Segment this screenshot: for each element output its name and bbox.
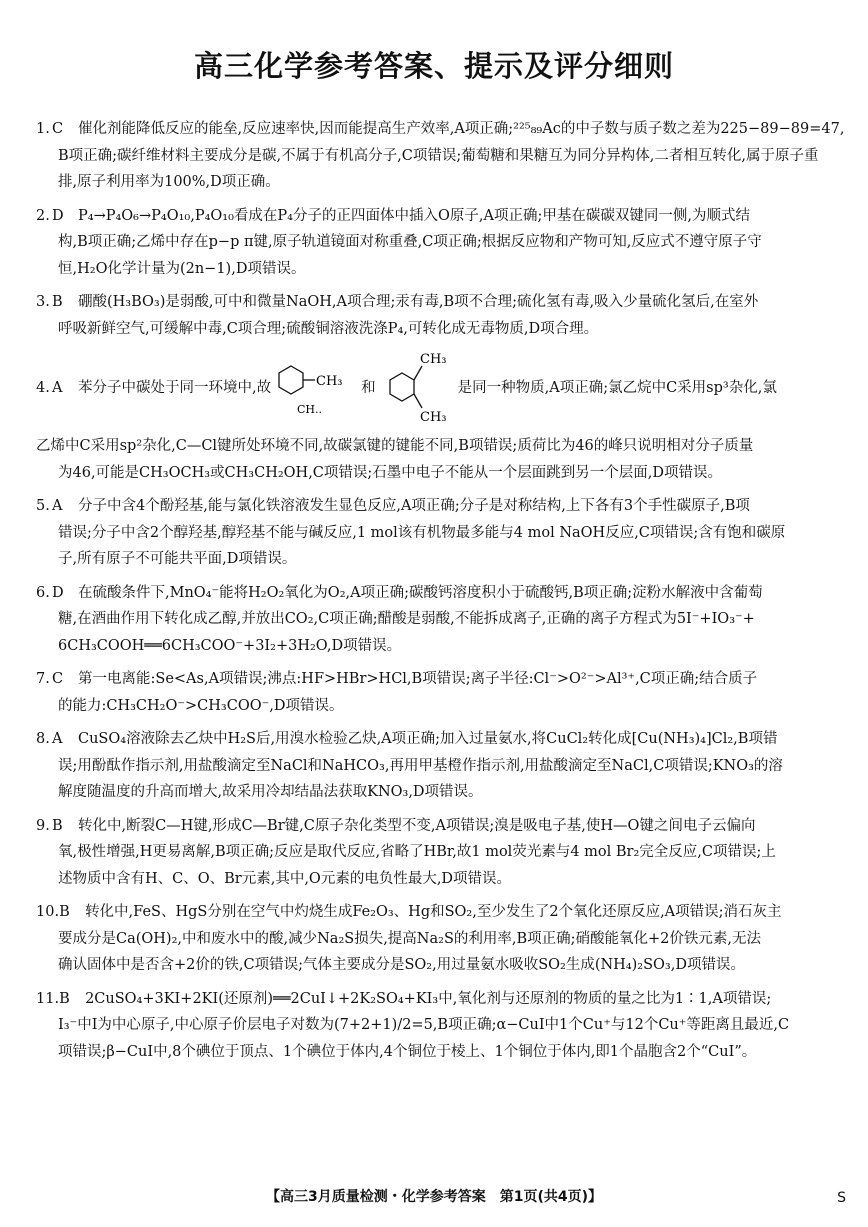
item-line: 糖,在酒曲作用下转化成乙醇,并放出CO₂,C项正确;醋酸是弱酸,不能拆成离子,正确的离子方程式为5I⁻+IO₃⁻+ [58,611,755,627]
item-line: 2CuSO₄+3KI+2KI(还原剂)══2CuI↓+2K₂SO₄+KI₃中,氧化剂与还原剂的物质的量之比为1∶1,A项错误; [85,990,772,1007]
item-line: I₃⁻中I为中心原子,中心原子价层电子对数为(7+2+1)/2=5,B项正确;α−CuI中1个Cu⁺与12个Cu⁺等距离且最近,C [58,1017,790,1033]
item-line: 氧,极性增强,H更易离解,B项正确;反应是取代反应,省略了HBr,故1 mol荧光素与4 mol Br₂完全反应,C项错误;上 [58,844,776,860]
benzene-ring [390,373,414,401]
answer-item-6 [36,580,846,660]
item-line: CuSO₄溶液除去乙炔中H₂S后,用溴水检验乙炔,A项正确;加入过量氨水,将CuCl₂转化成[Cu(NH₃)₄]Cl₂,B项错 [78,731,778,747]
item-answer: A [52,379,63,396]
item-line: 转化中,断裂C—H键,形成C—Br键,C原子杂化类型不变,A项错误;溴是吸电子基,使H—O键之间电子云偏向 [78,817,756,834]
item-answer: B [52,294,63,310]
item-mid-text: 和 [361,379,376,396]
item-line: 6CH₃COOH══6CH₃COO⁻+3I₂+3H₂O,D项错误。 [58,637,402,654]
item-number: 3. [36,294,50,310]
item-line: 的能力:CH₃CH₂O⁻>CH₃COO⁻,D项错误。 [58,697,344,714]
item-number: 11. [36,990,60,1007]
item-line: 恒,H₂O化学计量为(2n−1),D项错误。 [58,260,306,277]
xylene-structure [380,349,458,427]
answer-item-8 [36,726,846,806]
item-line: 解度随温度的升高而增大,故采用冷却结晶法获取KNO₃,D项错误。 [58,784,483,800]
item-line: B项正确;碳纤维材料主要成分是碳,不属于有机高分子,C项错误;葡萄糖和果糖互为同分异构体,二者相互转化,属于原子重 [58,147,819,164]
item-line: 呼吸新鲜空气,可缓解中毒,C项合理;硫酸铜溶液洗涤P₄,可转化成无毒物质,D项合理。 [58,320,599,337]
ch3-label: CH₃ [419,352,447,367]
item-answer: A [52,498,63,514]
item-answer: A [52,731,63,747]
item-line: 第一电离能:Se<As,A项错误;沸点:HF>HBr>HCl,B项错误;离子半径:Cl⁻>O²⁻>Al³⁺,C项正确;结合质子 [78,671,758,687]
item-number: 1. [36,121,50,137]
answer-item-11 [36,986,846,1066]
item-answer: D [52,584,64,601]
answer-item-9 [36,813,846,893]
item-number: 2. [36,207,50,224]
item-lead-text: 苯分子中碳处于同一环境中,故 [78,379,272,396]
item-number: 10. [36,904,60,920]
item-number: 8. [36,731,50,747]
item-answer: C [52,671,64,687]
item-answer: B [59,990,70,1007]
item-number: 5. [36,498,50,514]
item-line: 错误;分子中含2个醇羟基,醇羟基不能与碱反应,1 mol该有机物最多能与4 mol NaOH反应,C项错误;含有饱和碳原 [58,524,786,541]
item-number: 7. [36,671,50,687]
answer-item-1 [36,116,846,196]
bond-line [414,394,422,408]
corner-mark: S [837,1190,846,1206]
page-title: 高三化学参考答案、提示及评分细则 [193,49,674,83]
item-line: 确认固体中是否含+2价的铁,C项错误;气体主要成分是SO₂,用过量氨水吸收SO₂生成(NH₄)₂SO₃,D项错误。 [58,957,745,973]
item-answer: D [52,207,64,224]
item-line: P₄→P₄O₆→P₄O₁₀,P₄O₁₀看成在P₄分子的正四面体中插入O原子,A项正确;甲基在碳碳双键同一侧,为顺式结 [78,207,750,224]
item-line: 子,所有原子不可能共平面,D项错误。 [58,551,297,567]
benzene-ring [279,366,303,394]
answer-item-7 [36,666,846,719]
ch-label: CH.. [297,403,323,416]
item-answer: B [59,904,70,920]
answer-item-10 [36,899,846,979]
item-number: 9. [36,817,50,834]
bond-line [414,366,422,380]
ch3-label: CH₃ [419,410,447,425]
item-line: 为46,可能是CH₃OCH₃或CH₃CH₂OH,C项错误;石墨中电子不能从一个层面跳到另一个层面,D项错误。 [58,464,723,481]
answer-item-4 [36,349,846,486]
toluene-structure [271,358,359,418]
item-line: 误;用酚酞作指示剂,用盐酸滴定至NaCl和NaHCO₃,再用甲基橙作指示剂,用盐酸滴定至NaCl,C项错误;KNO₃的溶 [58,757,783,774]
item-answer: C [52,121,64,137]
answer-item-2 [36,203,846,283]
item-line: 排,原子利用率为100%,D项正确。 [58,174,280,190]
answer-item-5 [36,493,846,573]
ch3-label: CH₃ [316,374,343,389]
item-number: 6. [36,584,50,601]
item-line: 乙烯中C采用sp²杂化,C—Cl键所处环境不同,故碳氯键的键能不同,B项错误;质荷比为46的峰只说明相对分子质量 [36,438,754,454]
item-line: 要成分是Ca(OH)₂,中和废水中的酸,减少Na₂S损失,提高Na₂S的利用率,B项正确;硝酸能氧化+2价铁元素,无法 [58,930,762,947]
item-line: 构,B项正确;乙烯中存在p−p π键,原子轨道镜面对称重叠,C项正确;根据反应物和产物可知,反应式不遵守原子守 [58,234,762,250]
answer-item-3 [36,289,846,342]
item-answer: B [52,817,63,834]
answer-list [36,116,846,1072]
item-number: 4. [36,379,50,396]
item-line: 硼酸(H₃BO₃)是弱酸,可中和微量NaOH,A项合理;汞有毒,B项不合理;硫化氢有毒,吸入少量硫化氢后,在室外 [78,294,759,310]
item-line: 分子中含4个酚羟基,能与氯化铁溶液发生显色反应,A项正确;分子是对称结构,上下各有3个手性碳原子,B项 [78,498,750,514]
item-line: 转化中,FeS、HgS分别在空气中灼烧生成Fe₂O₃、Hg和SO₂,至少发生了2个氧化还原反应,A项错误;消石灰主 [85,904,782,920]
item-line: 催化剂能降低反应的能垒,反应速率快,因而能提高生产效率,A项正确;²²⁵₈₉Ac的中子数与质子数之差为225−89−89=47, [78,121,845,137]
structure-row [36,349,846,427]
item-line: 述物质中含有H、C、O、Br元素,其中,O元素的电负性最大,D项错误。 [58,870,512,887]
item-line: 项错误;β−CuI中,8个碘位于顶点、1个碘位于体内,4个铜位于棱上、1个铜位于体内,即1个晶胞含2个“CuI”。 [58,1043,757,1060]
item-tail-text: 是同一种物质,A项正确;氯乙烷中C采用sp³杂化,氯 [457,379,777,396]
item-line: 在硫酸条件下,MnO₄⁻能将H₂O₂氧化为O₂,A项正确;碳酸钙溶度积小于硫酸钙,B项正确;淀粉水解液中含葡萄 [78,584,763,601]
page-footer: 【高三3月质量检测・化学参考答案 第1页(共4页)】 [265,1189,603,1205]
